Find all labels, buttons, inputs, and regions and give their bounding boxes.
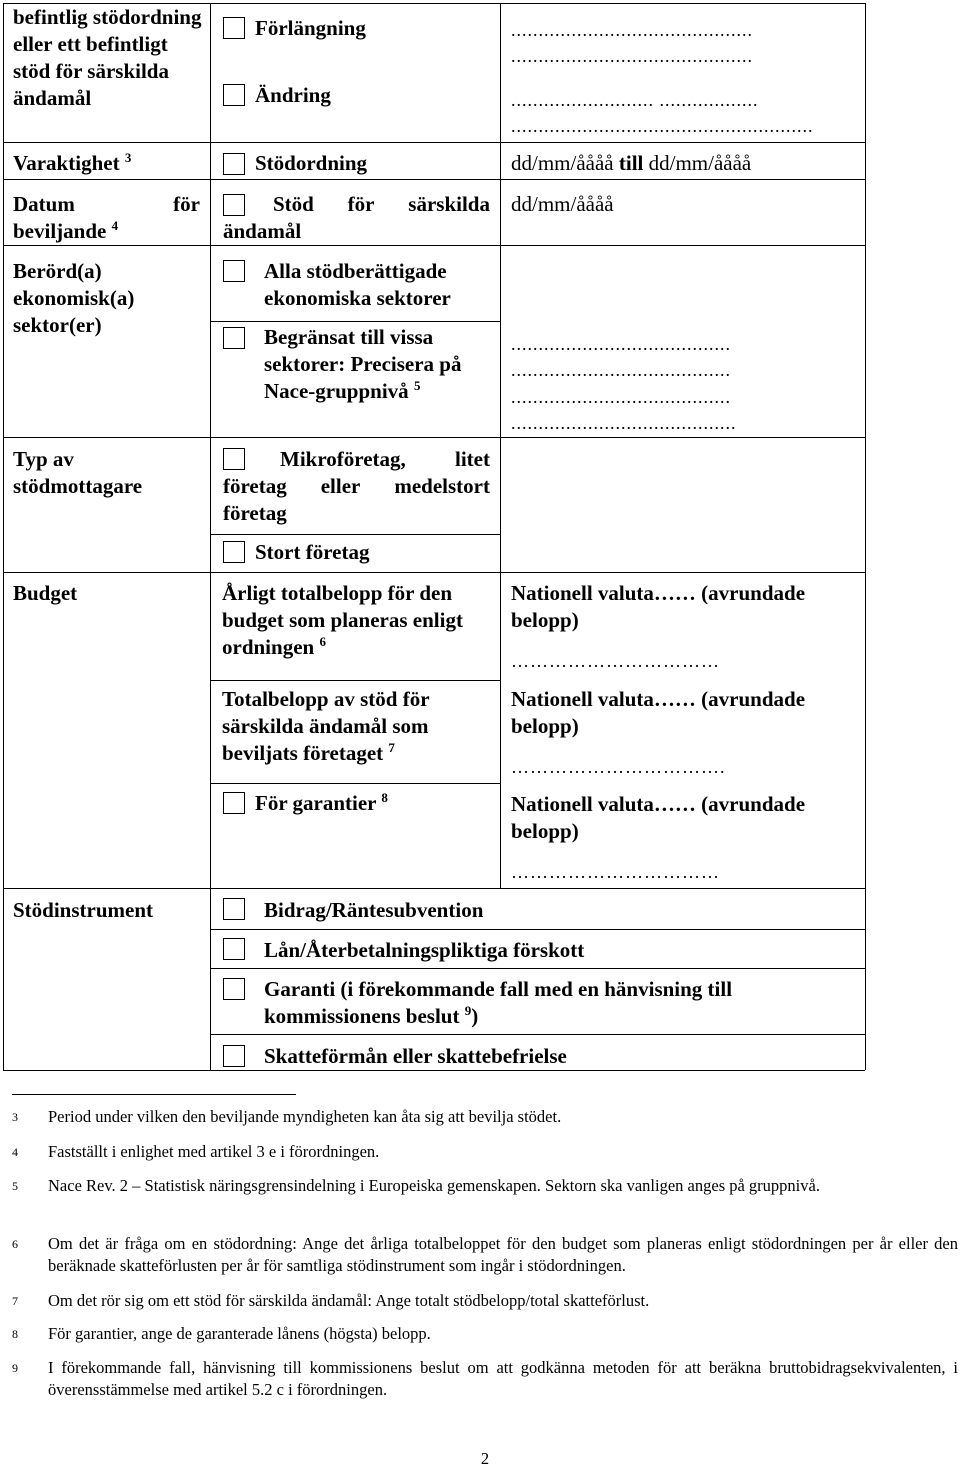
checkbox-grant[interactable] (223, 898, 245, 920)
row-divider (3, 437, 865, 438)
aid-scheme-option-label: Stödordning (255, 151, 368, 175)
footnote-text: Period under vilken den beviljande myndigheten kan åta sig att bevilja stödet. (48, 1107, 562, 1126)
cell-divider (210, 783, 500, 784)
loan-option-label: Lån/Återbetalningspliktiga förskott (264, 938, 585, 962)
limited-sectors-option-label: Begränsat till vissa sektorer: Precisera på Nace-gruppnivå $^5$ (264, 325, 462, 403)
row-divider (3, 142, 865, 143)
annual-budget-label: Årligt totalbelopp för den budget som planeras enligt ordningen $^6$ (222, 581, 463, 659)
footnote-item (0, 1141, 960, 1169)
extension-option-label: Förlängning (255, 16, 366, 40)
cell-divider (210, 968, 865, 969)
budget-label: Budget (13, 581, 78, 605)
footnote-ref: 7 (388, 740, 395, 755)
table-border-left (3, 3, 4, 1070)
cell-divider (210, 534, 500, 535)
footnote-number: 5 (12, 1179, 18, 1193)
guarantees-option-label: För garantier $^8$ (255, 790, 388, 815)
footnote-text: Om det rör sig om ett stöd för särskilda ändamål: Ange totalt stödbelopp/total skatteförlust. (48, 1291, 650, 1310)
row-divider (3, 245, 865, 246)
footnote-number: 6 (12, 1237, 18, 1251)
checkbox-loan[interactable] (223, 938, 245, 960)
checkbox-large-enterprise[interactable] (223, 541, 245, 563)
checkbox-guarantee[interactable] (223, 978, 245, 1000)
row-divider (3, 888, 865, 889)
footnote-item (0, 1357, 960, 1403)
footnote-ref: 4 (111, 218, 119, 233)
checkbox-limited-sectors[interactable] (223, 327, 245, 349)
footnote-ref: 3 (124, 150, 132, 165)
beneficiary-type-label: Typ av stödmottagare (13, 447, 143, 498)
footnote-separator (12, 1094, 296, 1095)
footnote-item (0, 1233, 960, 1279)
footnote-text: För garantier, ange de garanterade lånens (högsta) belopp. (48, 1324, 431, 1343)
table-border-right (865, 3, 866, 1070)
all-sectors-option-label: Alla stödberättigade ekonomiska sektorer (264, 259, 451, 310)
dotted-fill-line: .......................... .................. (511, 90, 759, 110)
footnote-ref: 5 (413, 378, 421, 393)
grant-option-label: Bidrag/Räntesubvention (264, 898, 484, 922)
guarantee-option-label: Garanti (i förekommande fall med en hänvisning till kommissionens beslut $^9$) (264, 977, 733, 1028)
dotted-fill-line: …………………………… (511, 651, 720, 671)
row-divider (3, 179, 865, 180)
sector-label: Berörd(a) ekonomisk(a) sektor(er) (13, 259, 135, 337)
sme-option-label: Mikroföretag, litet företag eller medelstort företag (223, 447, 490, 525)
existing-aid-label: befintlig stödordning eller ett befintligt stöd för särskilda ändamål (13, 5, 202, 110)
footnote-number: 4 (12, 1145, 18, 1159)
cell-divider (210, 1034, 865, 1035)
cell-divider (210, 680, 500, 681)
checkbox-tax-advantage[interactable] (223, 1045, 245, 1067)
page-number: 2 (480, 1449, 490, 1468)
aid-instrument-label: Stödinstrument (13, 898, 154, 922)
tax-advantage-option-label: Skatteförmån eller skattebefrielse (264, 1044, 567, 1068)
footnote-number: 7 (12, 1294, 18, 1308)
ad-hoc-total-label: Totalbelopp av stöd för särskilda ändamål som beviljats företaget $^7$ (222, 687, 430, 765)
footnote-ref: 9 (464, 1003, 472, 1018)
footnote-text: Nace Rev. 2 – Statistisk näringsgrensindelning i Europeiska gemenskapen. Sektorn ska vanligen anges på gruppnivå. (48, 1176, 820, 1195)
footnote-item (0, 1175, 960, 1221)
duration-value[interactable]: dd/mm/åååå till dd/mm/åååå (511, 151, 752, 175)
duration-label: Varaktighet $^3$ (13, 150, 132, 175)
table-border-bottom (3, 1070, 865, 1071)
change-option-label: Ändring (255, 83, 331, 107)
column-divider (210, 3, 211, 1070)
footnote-text: Om det är fråga om en stödordning: Ange det årliga totalbeloppet för den budget som planeras enligt stödordningen per år eller den beräknade skatteförlusten per år för samtliga stödinstrument som ingår i stödordningen. (48, 1234, 958, 1275)
dotted-fill-line: ........................................ (511, 387, 731, 407)
grant-date-label: Datum för beviljande $^4$ (13, 192, 200, 243)
row-divider (3, 572, 865, 573)
checkbox-extension[interactable] (223, 17, 245, 39)
footnote-item (0, 1323, 960, 1351)
footnote-number: 9 (12, 1361, 18, 1375)
footnote-item (0, 1106, 960, 1134)
dotted-fill-line: ............................................ (511, 46, 753, 66)
dotted-fill-line: ............................................ (511, 20, 753, 40)
cell-divider (210, 321, 500, 322)
footnote-item (0, 1290, 960, 1318)
footnote-text: I förekommande fall, hänvisning till kommissionens beslut om att godkänna metoden för att beräkna bruttobidragsekvivalenten, i överensstämmelse med artikel 5.2 c i förordningen. (48, 1358, 958, 1399)
budget-value-1[interactable]: Nationell valuta…… (avrundade belopp) (511, 581, 806, 632)
dotted-fill-line: ……………………………. (511, 757, 726, 777)
budget-value-2[interactable]: Nationell valuta…… (avrundade belopp) (511, 687, 806, 738)
budget-value-3[interactable]: Nationell valuta…… (avrundade belopp) (511, 792, 806, 843)
cell-divider (210, 929, 865, 930)
checkbox-all-sectors[interactable] (223, 260, 245, 282)
footnote-number: 3 (12, 1110, 18, 1124)
checkbox-aid-scheme[interactable] (223, 153, 245, 175)
checkbox-change[interactable] (223, 84, 245, 106)
checkbox-guarantees[interactable] (223, 792, 245, 814)
column-divider (500, 3, 501, 888)
large-enterprise-option-label: Stort företag (255, 540, 370, 564)
dotted-fill-line: ........................................ (511, 334, 731, 354)
dotted-fill-line: …………………………… (511, 862, 720, 882)
footnote-text: Fastställt i enlighet med artikel 3 e i förordningen. (48, 1142, 380, 1161)
dotted-fill-line: ....................................................... (511, 116, 814, 136)
footnote-ref: 8 (381, 790, 388, 805)
dotted-fill-line: ......................................... (511, 413, 737, 433)
ad-hoc-aid-option-label: Stöd för särskilda ändamål (223, 192, 490, 243)
footnote-number: 8 (12, 1327, 18, 1341)
dotted-fill-line: ........................................ (511, 360, 731, 380)
grant-date-value[interactable]: dd/mm/åååå (511, 192, 614, 216)
footnote-ref: 6 (319, 634, 326, 649)
